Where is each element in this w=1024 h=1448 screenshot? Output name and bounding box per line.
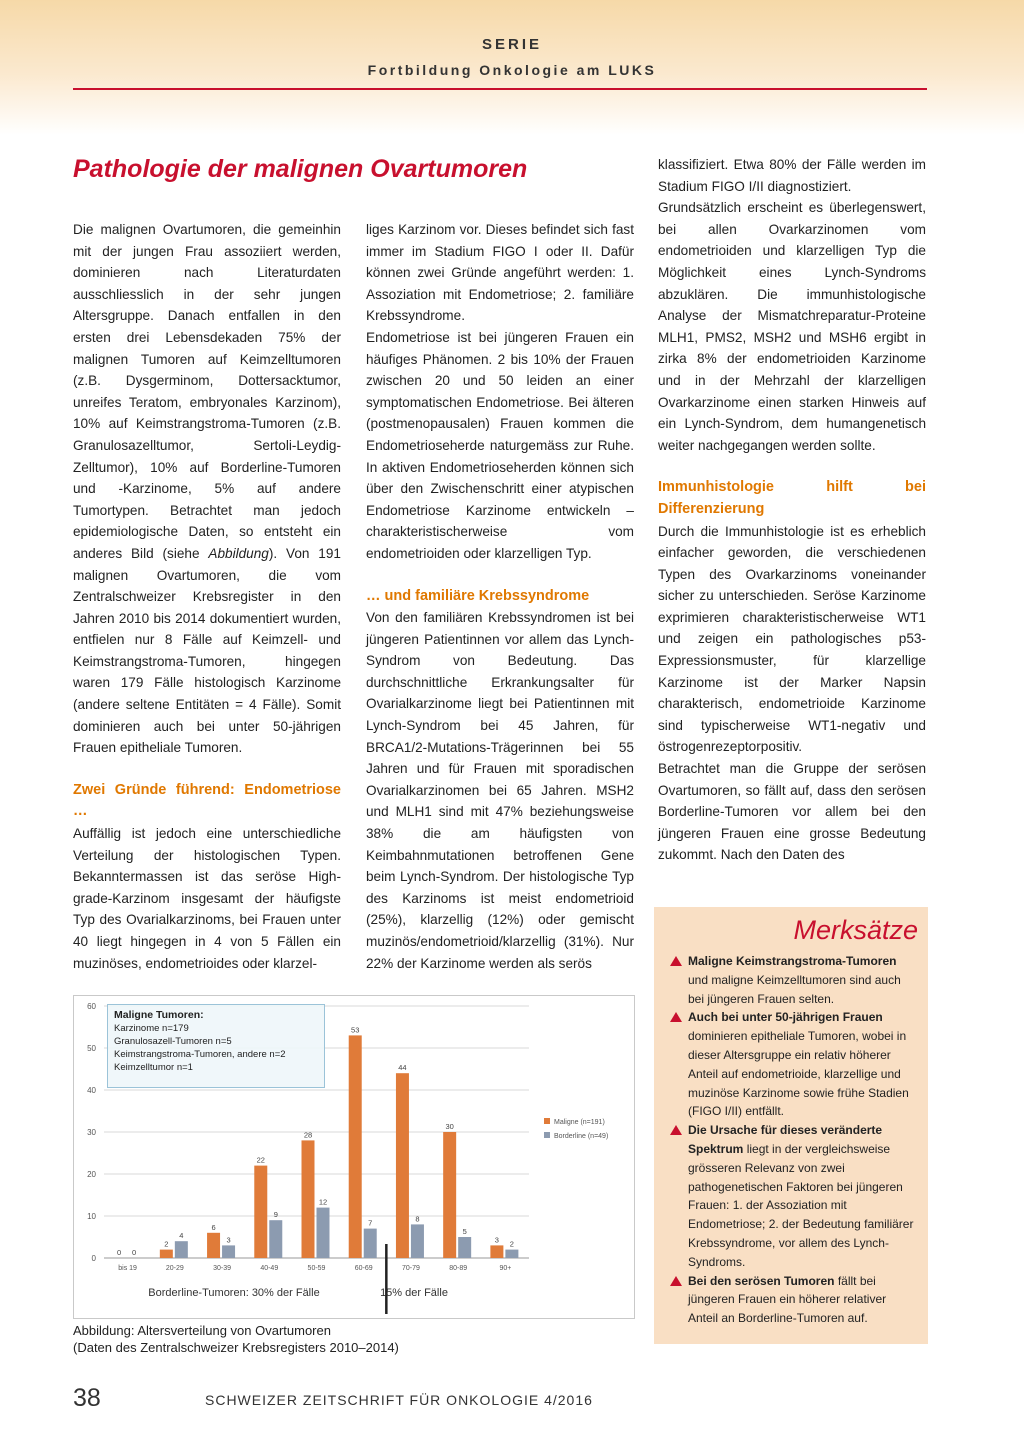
bar-borderline bbox=[269, 1220, 282, 1258]
borderline-share-label-right: 15% der Fälle bbox=[380, 1287, 448, 1299]
legend-label: Maligne (n=191) bbox=[554, 1119, 605, 1126]
article-title: Pathologie der malignen Ovartumoren bbox=[73, 155, 528, 183]
bar-borderline bbox=[317, 1208, 330, 1258]
y-tick-label: 50 bbox=[87, 1044, 96, 1053]
bar-malignant bbox=[207, 1233, 220, 1258]
merksaetze-title: Merksätze bbox=[793, 915, 918, 945]
bar-borderline bbox=[222, 1245, 235, 1258]
bar-value-label: 12 bbox=[318, 1197, 328, 1207]
section-heading: Zwei Gründe führend: Endometriose … bbox=[73, 781, 341, 820]
bar-malignant bbox=[254, 1166, 267, 1258]
bar-value-label: 28 bbox=[303, 1130, 313, 1140]
series-subtitle: Fortbildung Onkologie am LUKS bbox=[367, 62, 657, 78]
merksatz-item bbox=[668, 1121, 918, 1271]
x-tick-label: 90+ bbox=[499, 1265, 512, 1272]
merksatz-text: liegt in der vergleichsweise grösseren Relevanz von zwei pathogenetischen Faktoren bei jüngeren Frauen: 1. der Assoziation mit Endometriose; 2. der Bedeutung familiärer Krebssyndrome, vor allem des Lynch-Syndroms. bbox=[688, 1141, 914, 1269]
bar-value-label: 8 bbox=[415, 1214, 420, 1224]
merksatz-bold: Bei den serösen Tumoren bbox=[688, 1273, 835, 1288]
bar-value-label: 44 bbox=[398, 1063, 407, 1073]
y-tick-label: 60 bbox=[87, 1002, 96, 1011]
chart-legend-box bbox=[107, 1004, 325, 1088]
caption-line: (Daten des Zentralschweizer Krebsregisters 2010–2014) bbox=[73, 1340, 399, 1355]
bar-value-label: 7 bbox=[368, 1218, 373, 1228]
legend-label: Borderline (n=49) bbox=[554, 1133, 609, 1140]
merksaetze-box bbox=[654, 907, 928, 1344]
journal-name: SCHWEIZER ZEITSCHRIFT FÜR ONKOLOGIE 4/2016 bbox=[205, 1392, 593, 1408]
paragraph bbox=[73, 219, 341, 759]
x-tick-label: 40-49 bbox=[260, 1265, 279, 1272]
section-heading: Immunhistologie hilft bei Differenzierung bbox=[658, 479, 926, 517]
bar-value-label: 30 bbox=[445, 1122, 454, 1131]
bar-malignant bbox=[160, 1250, 173, 1258]
x-tick-label: 70-79 bbox=[401, 1265, 420, 1272]
bar-value-label: 22 bbox=[256, 1155, 265, 1165]
x-tick-label: 50-59 bbox=[307, 1265, 326, 1272]
bar-value-label: 6 bbox=[211, 1222, 216, 1232]
bar-borderline bbox=[411, 1224, 424, 1258]
paragraph: Von den familiären Krebssyndromen ist bei jüngeren Patientinnen vor allem das Lynch-Syndrom von Bedeutung. Das durchschnittliche Erkrankungsalter für Ovarialkarzinome liegt bei Patientinnen mit Lynch-Syndrom bei 45 Jahren, für BRCA1/2-Mutations-Trägerinnen bei 55 Jahren und für Frauen mit sporadischen Ovarialkarzinomen bei 65 Jahren. MSH2 und MLH1 sind mit 47% beziehungsweise 38% die am häufigsten von Keimbahnmutationen betroffenen Gene beim Lynch-Syndrom. Der histologische Typ des Karzinoms ist meist endometrioid (25%), klarzellig (12%) oder gemischt muzinös/endometrioid/klarzellig (31%). Nur 22% der Karzinome werden als serös bbox=[366, 610, 634, 971]
x-tick-label: bis 19 bbox=[118, 1265, 137, 1272]
figure-caption bbox=[73, 1322, 633, 1356]
triangle-bullet-icon bbox=[670, 1012, 682, 1022]
bar-value-label: 2 bbox=[164, 1239, 169, 1249]
y-tick-label: 40 bbox=[87, 1086, 96, 1095]
triangle-bullet-icon bbox=[670, 956, 682, 966]
bar-malignant bbox=[490, 1245, 503, 1258]
bar-borderline bbox=[175, 1241, 188, 1258]
merksaetze-list bbox=[668, 952, 918, 1328]
merksatz-item bbox=[668, 952, 918, 1008]
bar-value-label: 2 bbox=[509, 1239, 514, 1249]
paragraph: Betrachtet man die Gruppe der serösen Ovartumoren, so fällt auf, dass den serösen Borderline-Tumoren vor allem bei den jüngeren Frauen eine grosse Bedeutung zukommt. Nach den Daten des bbox=[658, 761, 926, 863]
bar-value-label: 9 bbox=[273, 1210, 278, 1220]
section-heading: … und familiäre Krebssyndrome bbox=[366, 587, 590, 604]
legend-line: Granulosazell-Tumoren n=5 bbox=[114, 1036, 232, 1047]
legend-line: Keimzelltumor n=1 bbox=[114, 1062, 193, 1073]
text-column-1 bbox=[73, 219, 341, 974]
legend-line: Karzinome n=179 bbox=[114, 1023, 189, 1034]
paragraph: Durch die Immunhistologie ist es erheblich einfacher geworden, die verschiedenen Typen des Ovarkarzinoms voneinander sicher zu unterschieden. Seröse Karzinome exprimieren charakteristischerweise WT1 und zeigen ein pathologisches p53-Expressionsmuster, für klarzellige Karzinome ist der Marker Napsin charakterisch, endometrioide Karzinome sind typischerweise WT1-negativ und östrogenrezeptorpositiv. bbox=[658, 523, 926, 755]
merksatz-item bbox=[668, 1272, 918, 1328]
merksatz-text: dominieren epitheliale Tumoren, wobei in dieser Altersgruppe ein relativ höherer Anteil auf endometrioide, klarzellige und muzinöse Karzinome sowie frühe Stadien (FIGO I/II) entfällt. bbox=[688, 1029, 909, 1119]
legend-line: Keimstrangstroma-Tumoren, andere n=2 bbox=[114, 1049, 286, 1060]
bar-malignant bbox=[443, 1132, 456, 1258]
bar-borderline bbox=[364, 1229, 377, 1258]
merksatz-bold: Die Ursache für dieses veränderte Spektrum bbox=[688, 1123, 883, 1156]
paragraph: Grundsätzlich erscheint es überlegenswert, bei allen Ovarkarzinomen vom endometrioiden und klarzelligen Typ die Möglichkeit eines Lynch-Syndroms abzuklären. Die immunhistologische Analyse der Mismatchreparatur-Proteine MLH1, PMS2, MSH2 und MSH6 ergibt in zirka 8% der endometrioiden Karzinome und in der Mehrzahl der klarzelligen Ovarkarzinome einen starken Hinweis auf ein Lynch-Syndrom, dem humangenetisch weiter nachgegangen werden sollte. bbox=[658, 200, 926, 453]
text-column-3 bbox=[658, 154, 926, 866]
bar-value-label: 0 bbox=[117, 1248, 122, 1257]
paragraph-text: ). Von 191 malignen Ovartumoren, die vom Zentralschweizer Krebsregister in den Jahren 2010 bis 2014 dokumentiert wurden, entfielen nur 8 Fälle auf Keimzell- und Keimstrangstroma-Tumoren, hingegen waren 179 Fälle histologisch Karzinome (andere seltene Entitäten = 4 Fälle). Somit dominieren auch bei unter 50-jährigen Frauen epitheliale Tumoren. bbox=[73, 545, 341, 756]
x-tick-label: 80-89 bbox=[449, 1265, 468, 1272]
paragraph: Auffällig ist jedoch eine unterschiedliche Verteilung der histologischen Typen. Bekanntermassen ist das seröse High-grade-Karzinom insgesamt der häufigste Typ des Ovarialkarzinoms, bei Frauen unter 40 liegt hingegen in 4 von 5 Fällen ein muzinöses, endometrioides oder klarzel- bbox=[73, 826, 341, 971]
paragraph: klassifiziert. Etwa 80% der Fälle werden im Stadium FIGO I/II diagnostiziert. bbox=[658, 157, 926, 194]
bar-malignant bbox=[349, 1035, 362, 1258]
bar-malignant bbox=[302, 1140, 315, 1258]
merksatz-bold: Maligne Keimstrangstroma-Tumoren bbox=[688, 954, 897, 968]
merksatz-bold: Auch bei unter 50-jährigen Frauen bbox=[688, 1010, 883, 1025]
bar-borderline bbox=[505, 1250, 518, 1258]
x-tick-label: 20-29 bbox=[165, 1265, 184, 1272]
caption-line: Abbildung: Altersverteilung von Ovartumoren bbox=[73, 1323, 331, 1338]
legend-swatch bbox=[544, 1118, 550, 1124]
bar-malignant bbox=[396, 1073, 409, 1258]
bar-value-label: 3 bbox=[494, 1235, 499, 1245]
merksatz-text: fällt bei jüngeren Frauen ein höherer relativer Anteil an Borderline-Tumoren auf. bbox=[688, 1273, 887, 1326]
text-column-2 bbox=[366, 219, 634, 974]
age-distribution-figure bbox=[73, 995, 635, 1319]
legend-swatch bbox=[544, 1132, 550, 1138]
bar-value-label: 53 bbox=[351, 1025, 360, 1035]
y-tick-label: 30 bbox=[87, 1128, 96, 1137]
bar-value-label: 4 bbox=[179, 1231, 184, 1241]
y-tick-label: 20 bbox=[87, 1170, 96, 1179]
bar-borderline bbox=[458, 1237, 471, 1258]
triangle-bullet-icon bbox=[670, 1125, 682, 1135]
borderline-share-label: Borderline-Tumoren: 30% der Fälle bbox=[148, 1287, 320, 1299]
paragraph: liges Karzinom vor. Dieses befindet sich fast immer im Stadium FIGO I oder II. Dafür können zwei Gründe angeführt werden: 1. Assoziation mit Endometriose; 2. familiäre Krebssyndrome. bbox=[366, 222, 634, 324]
y-tick-label: 10 bbox=[87, 1212, 96, 1221]
header-rule bbox=[73, 88, 927, 90]
merksatz-text: und maligne Keimzelltumoren sind auch bei jüngeren Frauen selten. bbox=[688, 972, 901, 1006]
x-tick-label: 30-39 bbox=[213, 1265, 232, 1272]
bar-value-label: 0 bbox=[132, 1248, 137, 1257]
italic-reference: Abbildung bbox=[208, 545, 269, 561]
y-tick-label: 0 bbox=[91, 1254, 96, 1263]
bar-value-label: 3 bbox=[226, 1235, 231, 1245]
series-label: SERIE bbox=[481, 36, 542, 53]
bar-value-label: 5 bbox=[462, 1227, 467, 1236]
paragraph: Endometriose ist bei jüngeren Frauen ein häufiges Phänomen. 2 bis 10% der Frauen zwischen 20 und 50 leiden an einer symptomatischen Endometriose. Bei älteren (postmenopausalen) Frauen kommen die Endometrioseherde naturgemäss zur Ruhe. In aktiven Endometrioseherden können sich über den Zwischenschritt einer atypischen Endometriose Karzinome entwickeln – charakteristischerweise vom endometrioiden oder klarzelligen Typ. bbox=[366, 329, 634, 561]
paragraph-text: Die malignen Ovartumoren, die gemeinhin mit der jungen Frau assoziiert werden, dominieren nach Literaturdaten ausschliesslich in der sehr jungen Altersgruppe. Danach entfallen in den ersten drei Lebensdekaden 75% der malignen Tumoren auf Keimzelltumoren (z.B. Dysgerminom, Dottersacktumor, unreifes Teratom, embryonales Karzinom), 10% auf Keimstrangstroma-Tumoren (z.B. Granulosazelltumor, Sertoli-Leydig-Zelltumor), 10% auf Borderline-Tumoren und -Karzinome, 5% auf andere Tumortypen. Betrachtet man jedoch epidemiologische Daten, so entsteht ein anderes Bild (siehe bbox=[73, 222, 341, 561]
x-tick-label: 60-69 bbox=[354, 1265, 373, 1272]
triangle-bullet-icon bbox=[670, 1276, 682, 1286]
page-number: 38 bbox=[73, 1384, 101, 1412]
legend-title: Maligne Tumoren: bbox=[114, 1009, 204, 1021]
merksatz-item bbox=[668, 1008, 918, 1121]
